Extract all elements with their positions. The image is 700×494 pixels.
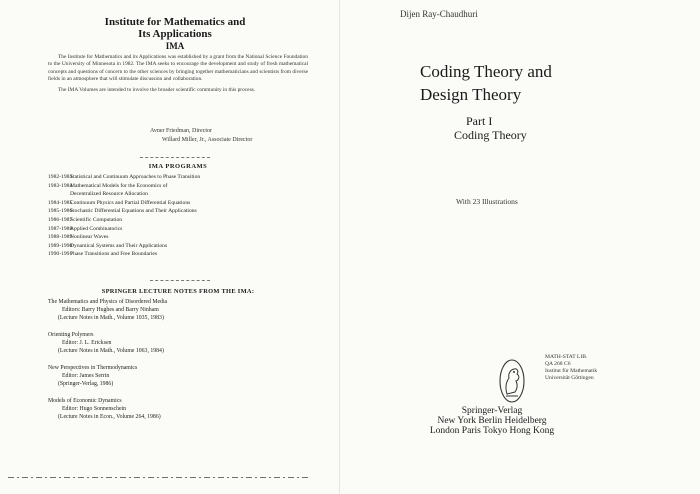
lecture-entry [48,397,167,421]
director-line: Avner Friedman, Director [150,128,213,134]
stamp-line: MATH-STAT LIB. [545,354,588,360]
book-title-line1: Coding Theory and [420,62,552,81]
program-row [48,207,200,216]
publisher-name: Springer-Verlag [461,406,523,416]
program-name: Nonlinear Waves [70,234,109,241]
lecture-title: Models of Economic Dynamics [48,398,122,404]
stamp-line: Institut für Mathematik [545,368,598,374]
publisher-cities: London Paris Tokyo Hong Kong [429,426,555,436]
programs-heading: IMA PROGRAMS [148,163,208,170]
book-title [420,60,552,106]
lecture-entry [48,331,167,355]
lecture-entry [48,298,167,322]
lecture-editors: Editors: Barry Hughes and Barry Ninham [62,307,159,313]
program-row [48,182,200,191]
book-part [454,114,527,142]
program-row [48,190,200,199]
library-stamp [545,354,597,382]
part-subtitle: Coding Theory [454,128,527,142]
lecture-editors: Editor: Hugo Sonnenschein [62,406,127,412]
program-row [48,233,200,242]
program-row [48,250,200,259]
program-name: Phase Transitions and Free Boundaries [70,251,158,258]
program-name: Applied Combinatorics [70,225,123,232]
lecture-ref: (Lecture Notes in Math., Volume 1035, 1983) [58,315,164,321]
program-years: 1988-1989 [48,234,73,241]
program-years: 1985-1986 [48,208,73,215]
illustrations-note: With 23 Illustrations [456,197,518,206]
program-name: Continuum Physics and Partial Differential Equations [70,199,191,206]
lecture-title: The Mathematics and Physics of Disordered Media [48,299,168,305]
program-row [48,216,200,225]
lecture-ref: (Lecture Notes in Econ., Volume 264, 1986) [58,414,161,420]
book-title-line2: Design Theory [420,85,522,104]
intro-paragraph: The Institute for Mathematics and its Applications was established by a grant from the National Science Foundation to the University of Minnesota in 1982. The IMA seeks to encourage the development and study of fresh mathematical concepts and questions of concern to the other sciences by bringing together mathematicians and scientists from diverse fields in an atmosphere that will stimulate discussion and collaboration. [48,54,309,83]
part-number: Part I [466,114,493,128]
divider [140,157,210,158]
institute-intro [48,54,308,97]
lecture-notes-list [48,298,167,430]
stamp-line: QA 268 C6 [545,361,571,367]
stamp-line: Universität Göttingen [545,375,594,381]
lecture-editors: Editor: J. L. Ericksen [62,340,112,346]
intro-paragraph: The IMA Volumes are intended to involve the broader scientific community in this process. [58,86,256,93]
series-header-line3: IMA [165,41,185,51]
program-row [48,173,200,182]
program-name: Decentralized Resource Allocation [70,191,148,198]
lecture-entry [48,364,167,388]
associate-director-line: Willard Miller, Jr., Associate Director [162,137,253,143]
program-name: Statistical and Continuum Approaches to Phase Transition [70,174,201,180]
program-row [48,225,200,234]
divider [150,280,210,281]
lecture-title: New Perspectives in Thermodynamics [48,365,138,371]
program-years: 1986-1987 [48,216,73,223]
program-name: Stochastic Differential Equations and Their Applications [70,208,197,215]
lecture-notes-heading: SPRINGER LECTURE NOTES FROM THE IMA: [101,288,255,295]
program-years: 1989-1990 [48,242,73,249]
left-page [0,0,340,494]
publisher-cities: New York Berlin Heidelberg [437,416,547,426]
series-header-line2: Its Applications [138,28,212,40]
lecture-editors: Editor: James Serrin [62,373,110,379]
program-row [48,242,200,251]
programs-list [48,173,200,259]
right-page [340,0,700,494]
publisher-block [422,406,562,436]
series-header [60,16,290,52]
springer-knight-logo-icon [498,358,526,404]
program-years: 1987-1988 [48,225,73,232]
directors-block [150,127,252,145]
program-years: 1984-1985 [48,199,73,206]
lecture-ref: (Lecture Notes in Math., Volume 1063, 1984) [58,348,164,354]
lecture-title: Orienting Polymers [48,332,94,338]
program-name: Mathematical Models for the Economics of [70,182,168,189]
program-name: Dynamical Systems and Their Applications [70,242,168,249]
program-row [48,199,200,208]
scan-artifact [8,476,308,479]
program-years: 1982-1983 [48,174,73,180]
program-name: Scientific Computation [70,216,123,223]
author-name: Dijen Ray-Chaudhuri [400,9,478,19]
lecture-ref: (Springer-Verlag, 1986) [58,381,114,387]
program-years: 1983-1984 [48,182,73,189]
program-years: 1990-1991 [48,251,73,258]
series-header-line1: Institute for Mathematics and [104,16,246,28]
